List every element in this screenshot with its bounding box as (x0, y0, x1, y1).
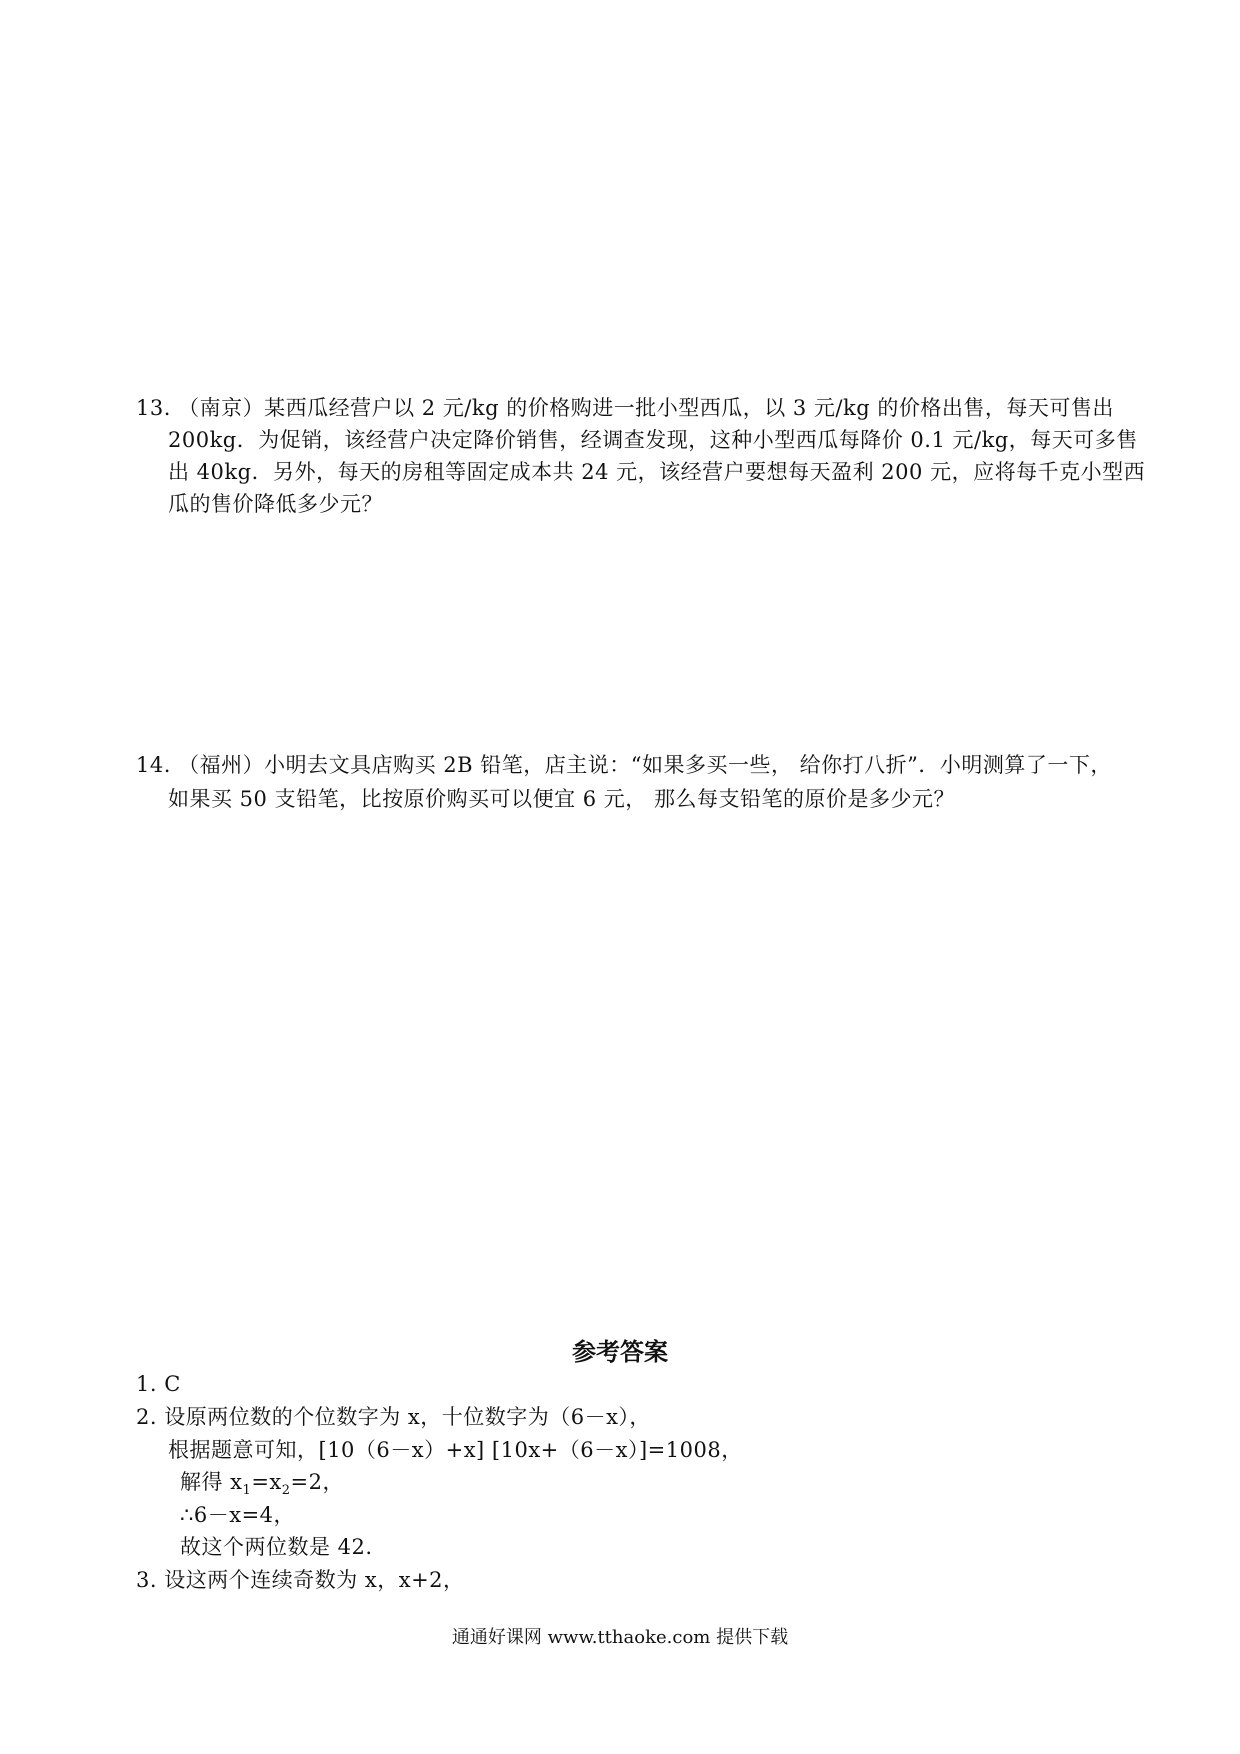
answer-solve-line (180, 1468, 345, 1499)
answer-line-2: 2. 设原两位数的个位数字为 x，十位数字为（6－x）， (136, 1405, 651, 1429)
solve-sub-1: 1 (242, 1483, 252, 1499)
question-13-line-4: 瓜的售价降低多少元？ (168, 492, 383, 516)
answer-line-5: 故这个两位数是 42. (180, 1535, 373, 1559)
question-13-line-1: 13. （南京）某西瓜经营户以 2 元/kg 的价格购进一批小型西瓜，以 3 元/kg 的价格出售，每天可售出 (136, 396, 1114, 420)
answer-line-3: 根据题意可知，[10（6－x）+x] [10x+（6－x）]=1008， (168, 1438, 743, 1462)
solve-suffix: =2， (290, 1470, 345, 1494)
answer-line-6: 3. 设这两个连续奇数为 x，x+2， (136, 1568, 465, 1592)
solve-mid: =x (251, 1470, 282, 1494)
question-13-line-3: 出 40kg．另外，每天的房租等固定成本共 24 元，该经营户要想每天盈利 200 元，应将每千克小型西 (168, 460, 1146, 484)
solve-sub-2: 2 (281, 1483, 291, 1499)
question-14-line-2: 如果买 50 支铅笔，比按原价购买可以便宜 6 元， 那么每支铅笔的原价是多少元？ (168, 787, 955, 811)
question-13-line-2: 200kg．为促销，该经营户决定降价销售，经调查发现，这种小型西瓜每降价 0.1 元/kg，每天可多售 (168, 428, 1138, 452)
answer-line-4: ∴6－x=4， (180, 1503, 296, 1527)
answer-line-1: 1. C (136, 1372, 181, 1396)
solve-prefix: 解得 x (180, 1470, 243, 1494)
page-footer: 通通好课网 www.tthaoke.com 提供下载 (451, 1627, 789, 1648)
answers-title: 参考答案 (572, 1338, 668, 1366)
question-14-line-1: 14. （福州）小明去文具店购买 2B 铅笔，店主说：“如果多买一些， 给你打八折”．小明测算了一下， (136, 753, 1112, 777)
